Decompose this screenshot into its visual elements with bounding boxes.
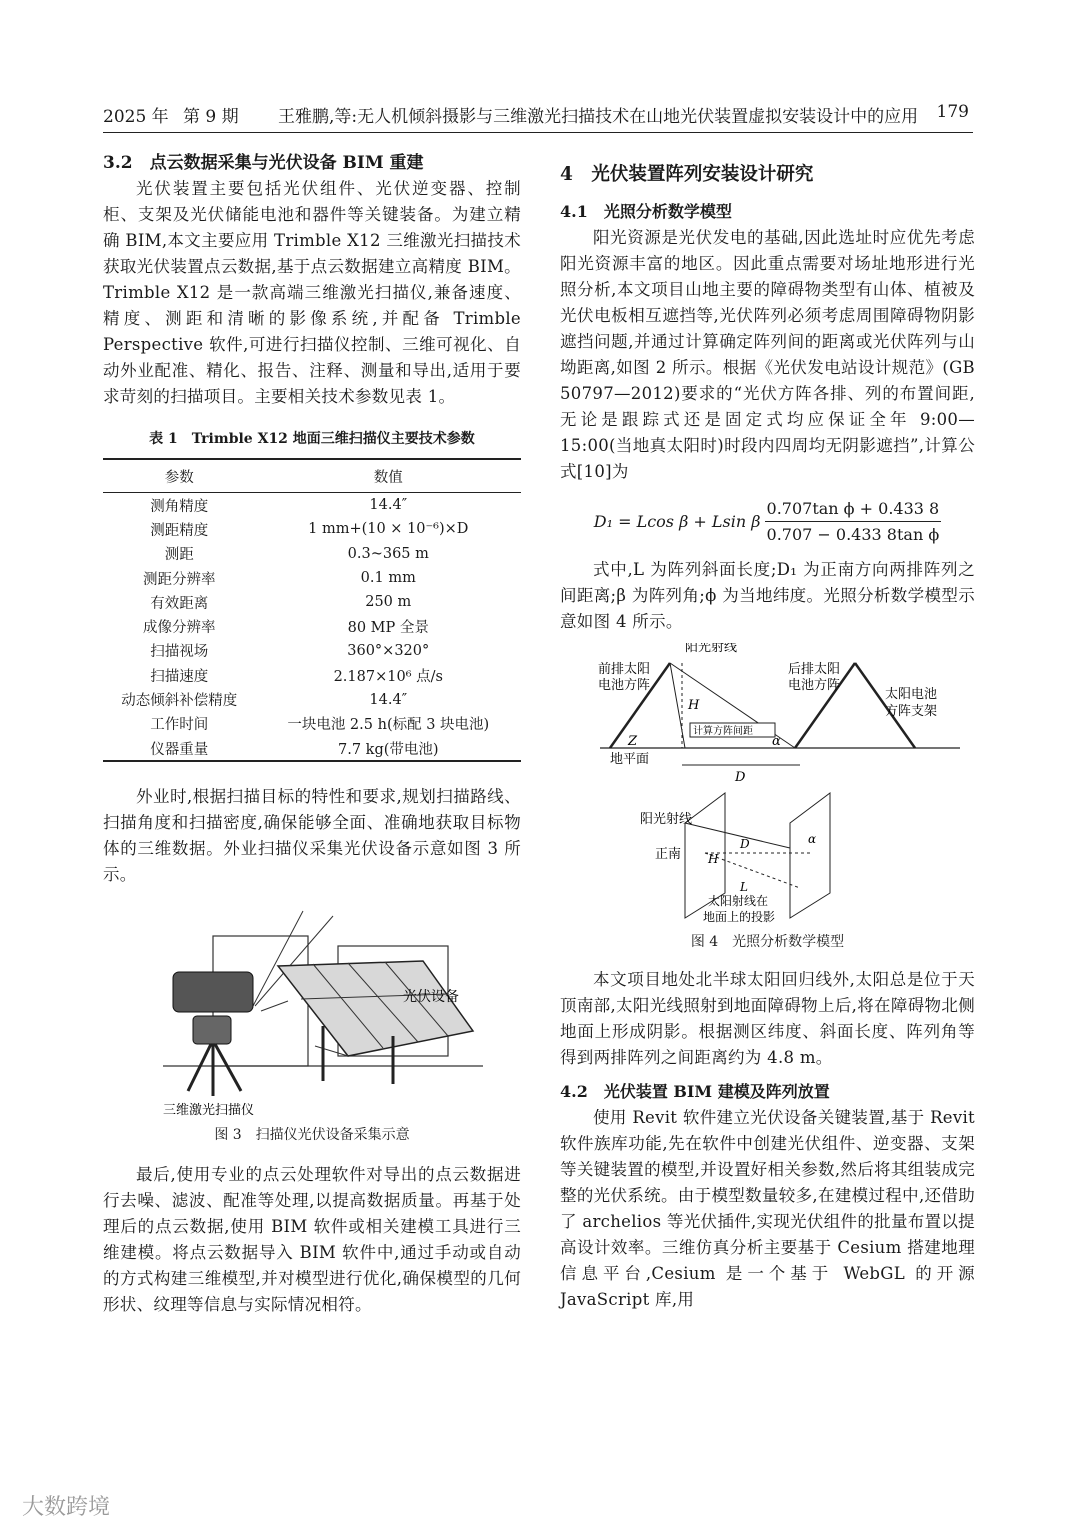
label-h: H	[688, 698, 700, 713]
paragraph: 阳光资源是光伏发电的基础,因此选址时应优先考虑阳光资源丰富的地区。因此重点需要对场址地形进行光照分析,本文项目山地主要的障碍物类型有山体、植被及光伏电板相互遮挡等,光伏阵列必须考虑周围障碍物阴影遮挡问题,并通过计算确定阵列间的距离或光伏阵列与山坳距离,如图 2 所示。根据《光伏发电站设计规范》(GB 50797—2012)要求的“光伏方阵各排、列的布置间距,无论是跟踪式还是固定式均应保证全年 9:00—15:00(当地真太阳时)时段内四周均无阴影遮挡”,计算公式[10]为	[560, 228, 975, 481]
projection-line	[705, 853, 800, 888]
label-ground: 地平面	[610, 752, 650, 767]
table-cell: 测距	[164, 547, 194, 564]
section-heading-3-2: 3.2 点云数据采集与光伏设备 BIM 重建	[103, 153, 424, 173]
label-scanner: 三维激光扫描仪	[163, 1103, 255, 1119]
table-cell: 360°×320°	[347, 642, 430, 659]
formula-denominator: 0.707 − 0.433 8tan ϕ	[766, 524, 940, 544]
table-row	[103, 614, 521, 638]
table-cell: 动态倾斜补偿精度	[121, 693, 238, 710]
table-row	[103, 590, 521, 614]
table-cell: 80 MP 全景	[347, 620, 429, 637]
plane-outline	[790, 793, 830, 918]
table-cell: 工作时间	[150, 717, 209, 734]
label-back-array: 后排太阳	[788, 662, 841, 677]
watermark: 大数跨境	[22, 1495, 111, 1520]
figure-3-illustration	[103, 906, 521, 1118]
formula-lhs: D₁ = Lcos β + Lsin β	[593, 511, 761, 531]
paragraph: 最后,使用专业的点云处理软件对导出的点云数据进行去噪、滤波、配准等处理,以提高数据质量。再基于处理后的点云数据,使用 BIM 软件或相关建模工具进行三维建模。将点云数据导入 BIM 软件中,通过手动或自动的方式构建三维模型,并对模型进行优化,确保模型的几何形状、纹理等信息与实际情况相符。	[103, 1165, 521, 1315]
table-row	[103, 687, 521, 711]
label-sunray-2: 阳光射线	[640, 812, 693, 827]
table-row	[103, 542, 521, 566]
label-south: 正南	[655, 847, 682, 862]
table-row	[103, 736, 521, 761]
table-cell: 250 m	[365, 594, 412, 611]
section-heading-4: 4 光伏装置阵列安装设计研究	[560, 164, 814, 185]
label-support: 方阵支架	[885, 704, 938, 719]
label-spacing: 计算方阵间距	[693, 726, 753, 737]
paragraph: 式中,L 为阵列斜面长度;D₁ 为正南方向两排阵列之间距离;β 为阵列角;ϕ 为当地纬度。光照分析数学模型示意如图 4 所示。	[560, 560, 975, 631]
paragraph: 使用 Revit 软件建立光伏设备关键装置,基于 Revit 软件族库功能,先在软件中创建光伏组件、逆变器、支架等关键装置的模型,并设置好相关参数,然后将其组装成完整的光伏系统。由于模型数量较多,在建模过程中,还借助了 archelios 等光伏插件,实现光伏组件的批量布置以提高设计效率。三维仿真分析主要基于 Cesium 搭建地理信息平台,Cesium 是一个基于 WebGL 的开源 JavaScript 库,用	[560, 1108, 975, 1309]
table-row	[103, 517, 521, 541]
label-pv-device: 光伏设备	[403, 989, 459, 1006]
table-row	[103, 712, 521, 736]
table-cell: 测距精度	[150, 522, 209, 539]
label-d-2: D	[740, 837, 750, 851]
header-issue: 第 9 期	[183, 107, 239, 127]
label-z: Z	[628, 734, 638, 749]
tripod-leg	[188, 1044, 211, 1091]
table-cell: 仪器重量	[103, 736, 256, 761]
figure-3	[103, 906, 521, 1118]
parameter-table	[103, 458, 521, 762]
figure-4-diagram	[560, 643, 975, 925]
table-cell: 扫描速度	[150, 668, 209, 685]
table-cell: 有效距离	[150, 595, 209, 612]
label-back-array: 电池方阵	[788, 678, 841, 693]
page-number: 179	[936, 102, 969, 122]
label-d: D	[735, 770, 746, 785]
label-alpha: α	[772, 734, 781, 749]
label-support: 太阳电池	[885, 687, 938, 702]
array-support	[670, 663, 685, 748]
table-header-cell: 数值	[256, 459, 521, 493]
table-caption: 表 1 Trimble X12 地面三维扫描仪主要技术参数	[149, 431, 475, 447]
label-h-2: H	[708, 852, 719, 866]
scanner-body	[173, 972, 253, 1012]
table-cell: 14.4″	[369, 497, 408, 514]
figure-4	[560, 643, 975, 925]
table-cell: 一块电池 2.5 h(标配 3 块电池)	[287, 717, 490, 734]
tripod-leg	[215, 1044, 241, 1091]
table-cell: 2.187×10⁶ 点/s	[333, 668, 443, 685]
table-cell: 扫描视场	[150, 644, 209, 661]
paragraph: 本文项目地处北半球太阳回归线外,太阳总是位于天顶南部,太阳光线照射到地面障碍物上后,将在障碍物北侧地面上形成阴影。根据测区纬度、斜面长度、阵列角等得到两排阵列之间距离约为 4.8 m。	[560, 970, 975, 1067]
label-projection: 太阳射线在	[708, 894, 769, 908]
scanner-base	[193, 1016, 231, 1044]
table-cell: 成像分辨率	[143, 620, 216, 637]
table-row	[103, 493, 521, 518]
header-year: 2025 年	[103, 107, 169, 127]
left-column	[103, 150, 521, 1318]
table-row	[103, 639, 521, 663]
table-cell: 测角精度	[150, 498, 209, 515]
solar-panel	[278, 961, 473, 1056]
label-front-array: 电池方阵	[598, 678, 651, 693]
figure-3-caption: 图 3 扫描仪光伏设备采集示意	[214, 1127, 410, 1144]
scan-beam	[253, 911, 303, 1006]
table-cell: 1 mm+(10 × 10⁻⁶)×D	[308, 521, 469, 538]
table-cell: 0.1 mm	[360, 570, 416, 587]
sun-ray-line	[685, 823, 790, 848]
label-l: L	[740, 880, 748, 894]
formula-numerator: 0.707tan ϕ + 0.433 8	[765, 499, 942, 522]
table-row	[103, 663, 521, 687]
scan-beam	[261, 1001, 288, 1011]
table-row	[103, 566, 521, 590]
table-cell: 7.7 kg(带电池)	[256, 736, 521, 761]
label-sunray: 阳光射线	[685, 643, 738, 655]
paragraph: 外业时,根据扫描目标的特性和要求,规划扫描路线、扫描角度和扫描密度,确保能够全面、准确地获取目标物体的三维数据。外业扫描仪采集光伏设备示意如图 3 所示。	[103, 787, 521, 885]
table-header-cell: 参数	[103, 459, 256, 493]
running-header	[103, 98, 973, 133]
label-front-array: 前排太阳	[598, 662, 651, 677]
figure-4-caption: 图 4 光照分析数学模型	[690, 934, 845, 950]
label-alpha-2: α	[808, 832, 817, 846]
section-heading-4-1: 4.1 光照分析数学模型	[560, 202, 732, 221]
spacing-formula	[560, 491, 975, 551]
table-header-row	[103, 459, 521, 493]
table-cell: 0.3~365 m	[347, 545, 429, 562]
right-column	[560, 150, 975, 1313]
table-cell: 14.4″	[369, 691, 408, 708]
table-cell: 测距分辨率	[143, 571, 216, 588]
header-running-title: 王雅鹏,等:无人机倾斜摄影与三维激光扫描技术在山地光伏装置虚拟安装设计中的应用	[278, 107, 919, 127]
formula-fraction	[765, 499, 942, 544]
section-heading-4-2: 4.2 光伏装置 BIM 建模及阵列放置	[560, 1082, 830, 1101]
paragraph: 光伏装置主要包括光伏组件、光伏逆变器、控制柜、支架及光伏储能电池和器件等关键装备。为建立精确 BIM,本文主要应用 Trimble X12 三维激光扫描技术获取光伏装置点云数据,基于点云数据建立高精度 BIM。Trimble X12 是一款高端三维激光扫描仪,兼备速度、精度、测距和清晰的影像系统,并配备 Trimble Perspective 软件,可进行扫描仪控制、三维可视化、自动外业配准、精化、报告、注释、测量和导出,适用于要求苛刻的扫描项目。主要相关技术参数见表 1。	[103, 179, 521, 406]
label-projection: 地面上的投影	[703, 910, 776, 924]
